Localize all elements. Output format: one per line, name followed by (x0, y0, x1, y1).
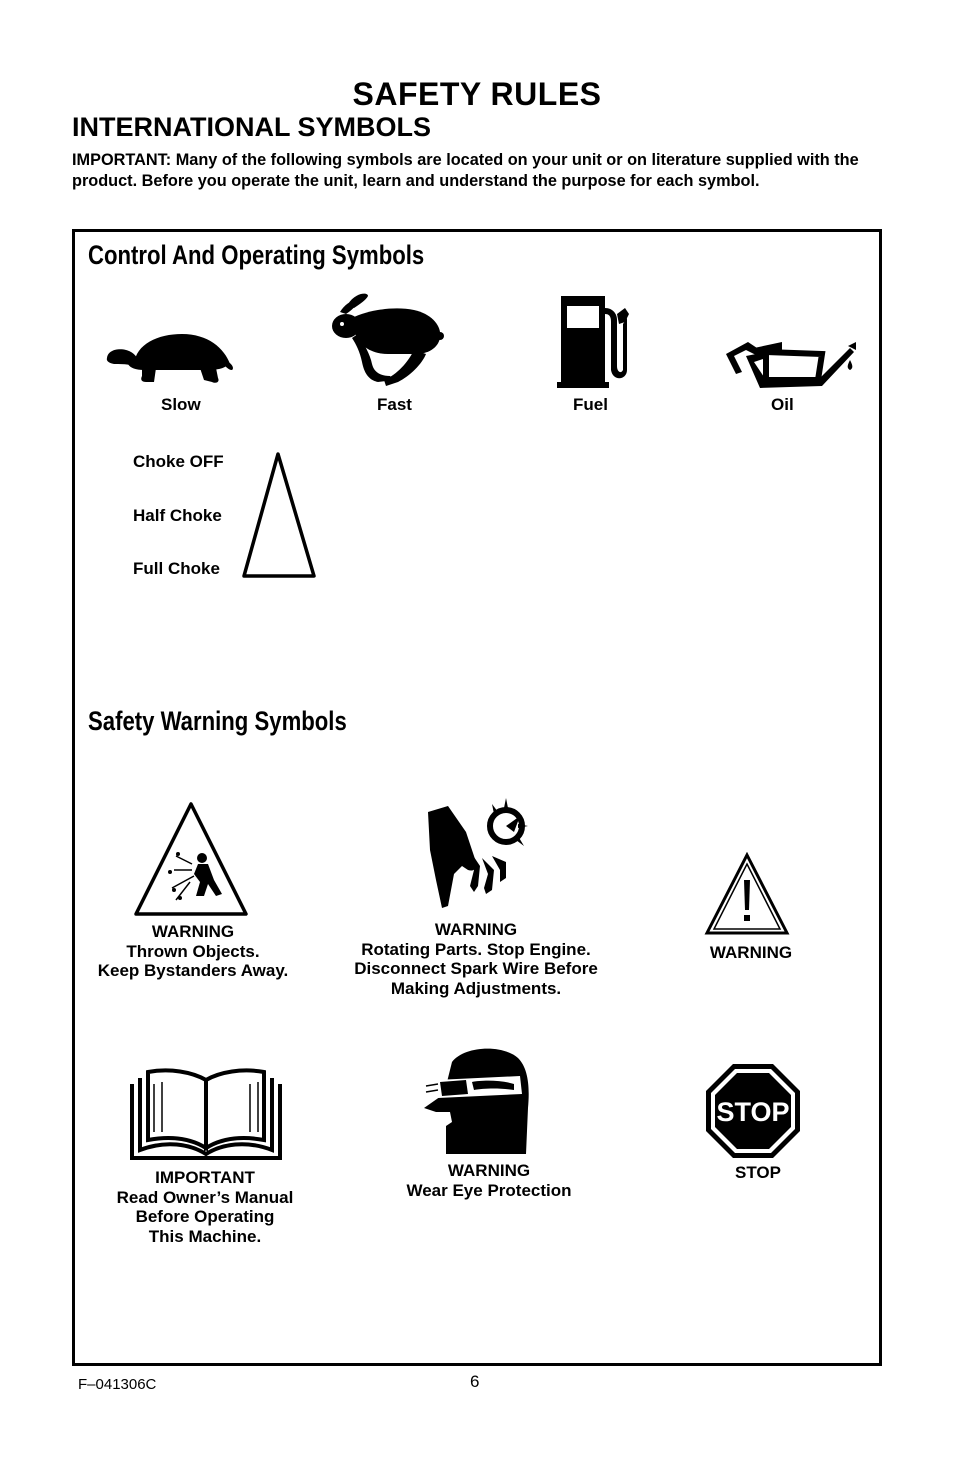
slow-label: Slow (161, 395, 201, 414)
section-title: INTERNATIONAL SYMBOLS (72, 112, 432, 142)
fuel-label: Fuel (573, 395, 608, 414)
page-number: 6 (470, 1372, 480, 1391)
stop-caption: STOP (735, 1163, 781, 1182)
owners-manual-caption: IMPORTANT Read Owner’s Manual Before Operating This Machine. (116, 1168, 294, 1246)
rabbit-icon (328, 292, 444, 388)
eye-protection-caption: WARNING Wear Eye Protection (406, 1161, 572, 1200)
fast-label: Fast (377, 395, 412, 414)
footer-code: F–041306C (78, 1376, 157, 1393)
stop-sign-text: STOP (716, 1097, 790, 1127)
fuel-pump-icon (555, 294, 633, 388)
thrown-objects-icon (132, 800, 250, 918)
full-choke-label: Full Choke (133, 559, 220, 578)
stop-sign-icon (704, 1062, 802, 1160)
eye-protection-icon (422, 1046, 530, 1156)
intro-paragraph: IMPORTANT: Many of the following symbols are located on your unit or on literature supplied with the product. Before you operate the unit, learn and understand the purpose for each symbol. (72, 151, 859, 190)
warning-caption: WARNING (709, 943, 793, 962)
rotating-parts-icon (420, 796, 532, 914)
oil-can-icon (722, 334, 858, 392)
turtle-icon (104, 330, 238, 386)
warning-symbols-heading: Safety Warning Symbols (88, 706, 347, 736)
oil-label: Oil (771, 395, 794, 414)
control-symbols-heading: Control And Operating Symbols (88, 240, 425, 270)
warning-triangle-icon (704, 852, 790, 936)
thrown-objects-caption: WARNING Thrown Objects. Keep Bystanders Away. (97, 922, 289, 980)
rotating-parts-caption: WARNING Rotating Parts. Stop Engine. Disconnect Spark Wire Before Making Adjustments. (354, 920, 598, 998)
page-title: SAFETY RULES (352, 76, 602, 112)
choke-triangle-icon (240, 450, 318, 580)
half-choke-label: Half Choke (133, 506, 222, 525)
choke-off-label: Choke OFF (133, 452, 224, 471)
owners-manual-icon (126, 1066, 286, 1162)
